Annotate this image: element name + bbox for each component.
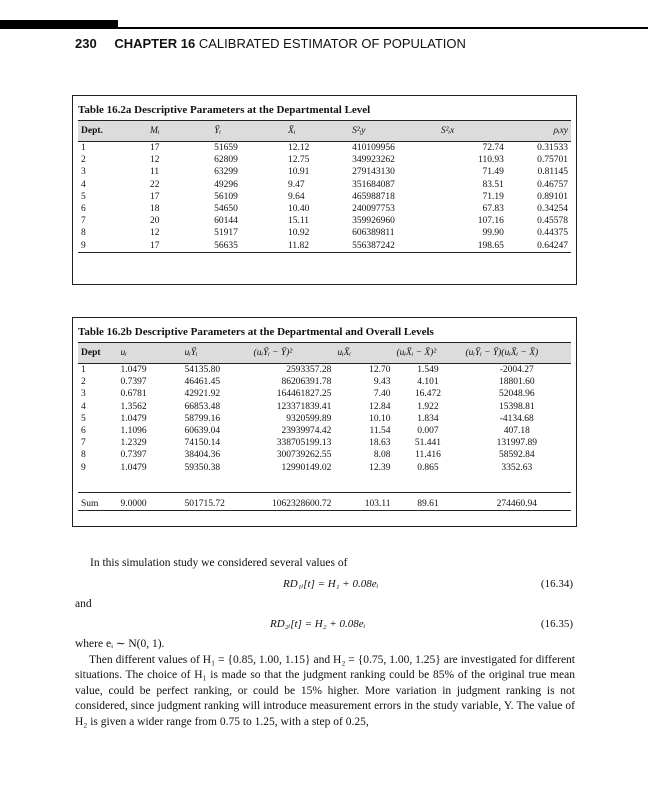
table-row — [78, 179, 571, 191]
table-cell: 17 — [147, 240, 211, 253]
table-cell: 2 — [81, 155, 86, 166]
table-cell: 606389811 — [352, 228, 395, 239]
table-cell: 240097753 — [352, 204, 395, 215]
table-cell: 1 — [81, 365, 86, 376]
table-cell: 338705199.13 — [276, 438, 332, 449]
table-cell: 9.47 — [288, 179, 305, 190]
table-cell: 17 — [150, 191, 160, 202]
table-cell: 410109956 — [352, 143, 395, 154]
table-cell: 0.7397 — [120, 377, 147, 388]
table-cell: 6 — [81, 426, 86, 437]
table-cell: 7 — [81, 216, 86, 227]
table-cell: 131997.89 — [496, 438, 537, 449]
table-row — [78, 388, 571, 400]
table-cell: 1.549 — [417, 365, 439, 376]
column-header: Dept. — [78, 121, 147, 142]
table-cell: 38404.36 — [184, 450, 221, 461]
table-cell: 58799.16 — [184, 413, 221, 424]
table-cell: -2004.27 — [499, 365, 534, 376]
column-header: (uᵢȲᵢ − Ȳ)(uᵢX̄ᵢ − X̄) — [463, 343, 572, 364]
column-header: Dept — [78, 343, 117, 364]
table-header-row — [78, 121, 571, 142]
chapter-title: CALIBRATED ESTIMATOR OF POPULATION — [198, 36, 466, 51]
table-cell: 1.0479 — [120, 462, 147, 473]
table-cell: 8.08 — [373, 450, 391, 461]
table-cell: 18801.60 — [498, 377, 535, 388]
table-title: Table 16.2b Descriptive Parameters at the Departmental and Overall Levels — [78, 326, 434, 338]
table-cell: 58592.84 — [498, 450, 535, 461]
table-cell: 51659 — [214, 143, 238, 154]
table-cell: 164461827.25 — [276, 389, 332, 400]
table-cell: 351684087 — [352, 179, 395, 190]
chapter-label: CHAPTER 16 — [114, 36, 196, 51]
table-cell: 11.416 — [415, 450, 441, 461]
table-cell: 3 — [81, 167, 86, 178]
table-cell: 46461.45 — [184, 377, 221, 388]
running-header — [75, 36, 466, 51]
table-cell: 62809 — [214, 155, 238, 166]
table-cell: 11 — [150, 167, 160, 178]
table-cell: 0.64247 — [507, 240, 571, 253]
table-cell: 7 — [81, 438, 86, 449]
body-paragraph — [75, 637, 575, 730]
table-cell: 15.11 — [288, 216, 310, 227]
page-number: 230 — [75, 36, 97, 51]
table-cell: 89.61 — [393, 492, 462, 510]
table-cell: 1.3562 — [120, 401, 147, 412]
header-rule — [118, 27, 648, 29]
table-row — [78, 142, 571, 155]
table-cell: 12 — [150, 228, 160, 239]
table-cell: 9.43 — [373, 377, 391, 388]
table-row — [78, 215, 571, 227]
table-cell: 56635 — [211, 240, 285, 253]
table-row — [78, 203, 571, 215]
table-cell: 15398.81 — [498, 401, 535, 412]
table-row — [78, 425, 571, 437]
table-cell: 51.441 — [414, 438, 442, 449]
table-cell: 0.44375 — [537, 228, 568, 239]
table-cell: 407.18 — [503, 426, 530, 437]
table-cell: 274460.94 — [463, 492, 572, 510]
table-cell: 1.922 — [417, 401, 439, 412]
table-cell: 359926960 — [352, 216, 395, 227]
table-cell: 9320599.89 — [286, 413, 332, 424]
table-cell: 12.12 — [288, 143, 310, 154]
table-row — [78, 240, 571, 253]
table-cell: 12.39 — [369, 462, 391, 473]
header-bar — [0, 20, 118, 29]
table-cell: 16.472 — [414, 389, 442, 400]
table-cell: 5 — [81, 191, 86, 202]
table-cell: 0.46757 — [537, 179, 568, 190]
table-cell: 4 — [81, 179, 86, 190]
column-header: (uᵢȲᵢ − Ȳ)² — [251, 343, 335, 364]
table-cell: 6 — [81, 204, 86, 215]
table-cell: 279143130 — [352, 167, 395, 178]
equation-number: (16.35) — [540, 618, 573, 630]
table-cell: 0.865 — [417, 462, 439, 473]
table-cell: 1 — [81, 143, 86, 154]
table-cell: 8 — [81, 228, 86, 239]
table-title: Table 16.2a Descriptive Parameters at the Departmental Level — [78, 104, 371, 116]
table-spacer-row — [78, 474, 571, 493]
table-cell: 0.34254 — [537, 204, 568, 215]
table-cell: 10.92 — [288, 228, 310, 239]
table-cell: 107.16 — [477, 216, 504, 227]
table-cell: 103.11 — [334, 492, 393, 510]
table-cell: 54135.80 — [184, 365, 221, 376]
table-row — [78, 437, 571, 449]
table-cell: 0.89101 — [537, 191, 568, 202]
column-header: uᵢX̄ᵢ — [334, 343, 393, 364]
table-cell: 99.90 — [482, 228, 504, 239]
table-cell: 9.0000 — [117, 492, 181, 510]
table-cell: 60144 — [214, 216, 238, 227]
table-cell: 465988718 — [352, 191, 395, 202]
table-cell: 71.19 — [482, 191, 504, 202]
table-cell: 49296 — [214, 179, 238, 190]
and-text: and — [75, 598, 92, 610]
table-row — [78, 227, 571, 239]
equation-number: (16.34) — [540, 578, 573, 590]
table-cell: 12990149.02 — [281, 462, 332, 473]
table-cell: 10.40 — [288, 204, 310, 215]
table-cell: 10.10 — [369, 413, 391, 424]
table-cell: 71.49 — [482, 167, 504, 178]
table-row — [78, 449, 571, 461]
table-cell: 17 — [150, 143, 160, 154]
table-cell: 52048.96 — [498, 389, 535, 400]
table-cell: 74150.14 — [184, 438, 221, 449]
table-cell: 1.834 — [417, 413, 439, 424]
table-cell: -4134.68 — [499, 413, 534, 424]
sum-row — [78, 492, 571, 510]
table-cell: 56109 — [214, 191, 238, 202]
table-cell: 8 — [81, 450, 86, 461]
table-cell: 501715.72 — [182, 492, 251, 510]
table-cell: 110.93 — [478, 155, 504, 166]
table-cell: 12.75 — [288, 155, 310, 166]
table-cell: 0.75701 — [537, 155, 568, 166]
table-cell: 67.83 — [482, 204, 504, 215]
column-header: Mᵢ — [147, 121, 211, 142]
table-cell: 23939974.42 — [281, 426, 332, 437]
table-cell: 3 — [81, 389, 86, 400]
table-cell: 12.84 — [369, 401, 391, 412]
table-cell: 66853.48 — [184, 401, 221, 412]
table-cell: 42921.92 — [184, 389, 221, 400]
table-row — [78, 401, 571, 413]
table-cell: 12 — [150, 155, 160, 166]
table-row — [78, 413, 571, 425]
table-16-2b — [72, 317, 577, 527]
table-cell: 83.51 — [482, 179, 504, 190]
table-cell: 123371839.41 — [276, 401, 332, 412]
table-cell: 0.007 — [417, 426, 439, 437]
table-cell: 0.45578 — [537, 216, 568, 227]
table-row — [78, 376, 571, 388]
table-cell: 18 — [150, 204, 160, 215]
table-cell: 556387242 — [349, 240, 438, 253]
table-cell: 0.7397 — [120, 450, 147, 461]
where-line: where eᵢ ∼ N(0, 1). — [75, 638, 165, 650]
table-cell: 4.101 — [417, 377, 439, 388]
table-cell: 3352.63 — [501, 462, 533, 473]
column-header: X̄ᵢ — [285, 121, 349, 142]
table-row — [78, 191, 571, 203]
column-header: ρᵢxy — [507, 121, 571, 142]
table-row — [78, 364, 571, 377]
table-cell: 0.6781 — [120, 389, 147, 400]
table-16-2a — [72, 95, 577, 285]
column-header: Ȳᵢ — [211, 121, 285, 142]
table-cell: 9.64 — [288, 191, 305, 202]
table-cell: 7.40 — [373, 389, 391, 400]
table-cell: 72.74 — [482, 143, 504, 154]
table-cell: 0.81145 — [537, 167, 568, 178]
table-cell: 12.70 — [369, 365, 391, 376]
equation-16-35: RD₂ᵢ[t] = H₂ + 0.08eᵢ — [270, 618, 366, 630]
table-cell: 10.91 — [288, 167, 310, 178]
table-cell: 0.31533 — [537, 143, 568, 154]
table-cell: 300739262.55 — [276, 450, 332, 461]
table-row — [78, 154, 571, 166]
table-cell: 9 — [78, 240, 147, 253]
column-header: uᵢ — [117, 343, 181, 364]
table-cell: 60639.04 — [184, 426, 221, 437]
table-cell: 11.54 — [369, 426, 391, 437]
column-header: S²ᵢy — [349, 121, 438, 142]
table-cell: 1062328600.72 — [251, 492, 335, 510]
table-row — [78, 166, 571, 178]
table-cell: 20 — [150, 216, 160, 227]
table-cell: 349923262 — [352, 155, 395, 166]
table-a-grid — [78, 120, 571, 253]
table-cell: 51917 — [214, 228, 238, 239]
table-cell: 2 — [81, 377, 86, 388]
table-cell: 9 — [81, 462, 86, 473]
table-cell: Sum — [78, 492, 117, 510]
table-cell: 198.65 — [438, 240, 507, 253]
table-cell: 2593357.28 — [286, 365, 332, 376]
table-header-row — [78, 343, 571, 364]
table-cell: 63299 — [214, 167, 238, 178]
intro-text: In this simulation study we considered several values of — [90, 557, 348, 569]
table-cell: 4 — [81, 401, 86, 412]
equation-16-34: RD₁ᵢ[t] = H₁ + 0.08eᵢ — [283, 578, 379, 590]
table-cell: 1.1096 — [120, 426, 147, 437]
table-cell: 54650 — [214, 204, 238, 215]
table-cell: 5 — [81, 413, 86, 424]
table-cell: 22 — [150, 179, 160, 190]
column-header: S²ᵢx — [438, 121, 507, 142]
column-header: (uᵢX̄ᵢ − X̄)² — [393, 343, 462, 364]
table-b-grid — [78, 342, 571, 511]
table-cell: 18.63 — [369, 438, 391, 449]
table-row — [78, 462, 571, 474]
table-cell: 1.0479 — [120, 365, 147, 376]
column-header: uᵢȲᵢ — [182, 343, 251, 364]
table-cell: 11.82 — [285, 240, 349, 253]
paragraph-text: Then different values of H₁ = {0.85, 1.00, 1.15} and H₂ = {0.75, 1.00, 1.25} are investigated for different situations. The choice of H₁ is made so that the judgment ranking could be 85% of the original true mean value, could be perfect ranking, or could be 15% higher. More variation in judgment ranking is not considered, since judgment ranking will introduce measurement errors in the study variable, Y. The value of H₂ is given a wider range from 0.75 to 1.25, with a step of 0.25, — [75, 653, 575, 728]
table-cell: 1.0479 — [120, 413, 147, 424]
table-cell: 1.2329 — [120, 438, 147, 449]
table-cell: 86206391.78 — [281, 377, 332, 388]
table-cell: 59350.38 — [184, 462, 221, 473]
